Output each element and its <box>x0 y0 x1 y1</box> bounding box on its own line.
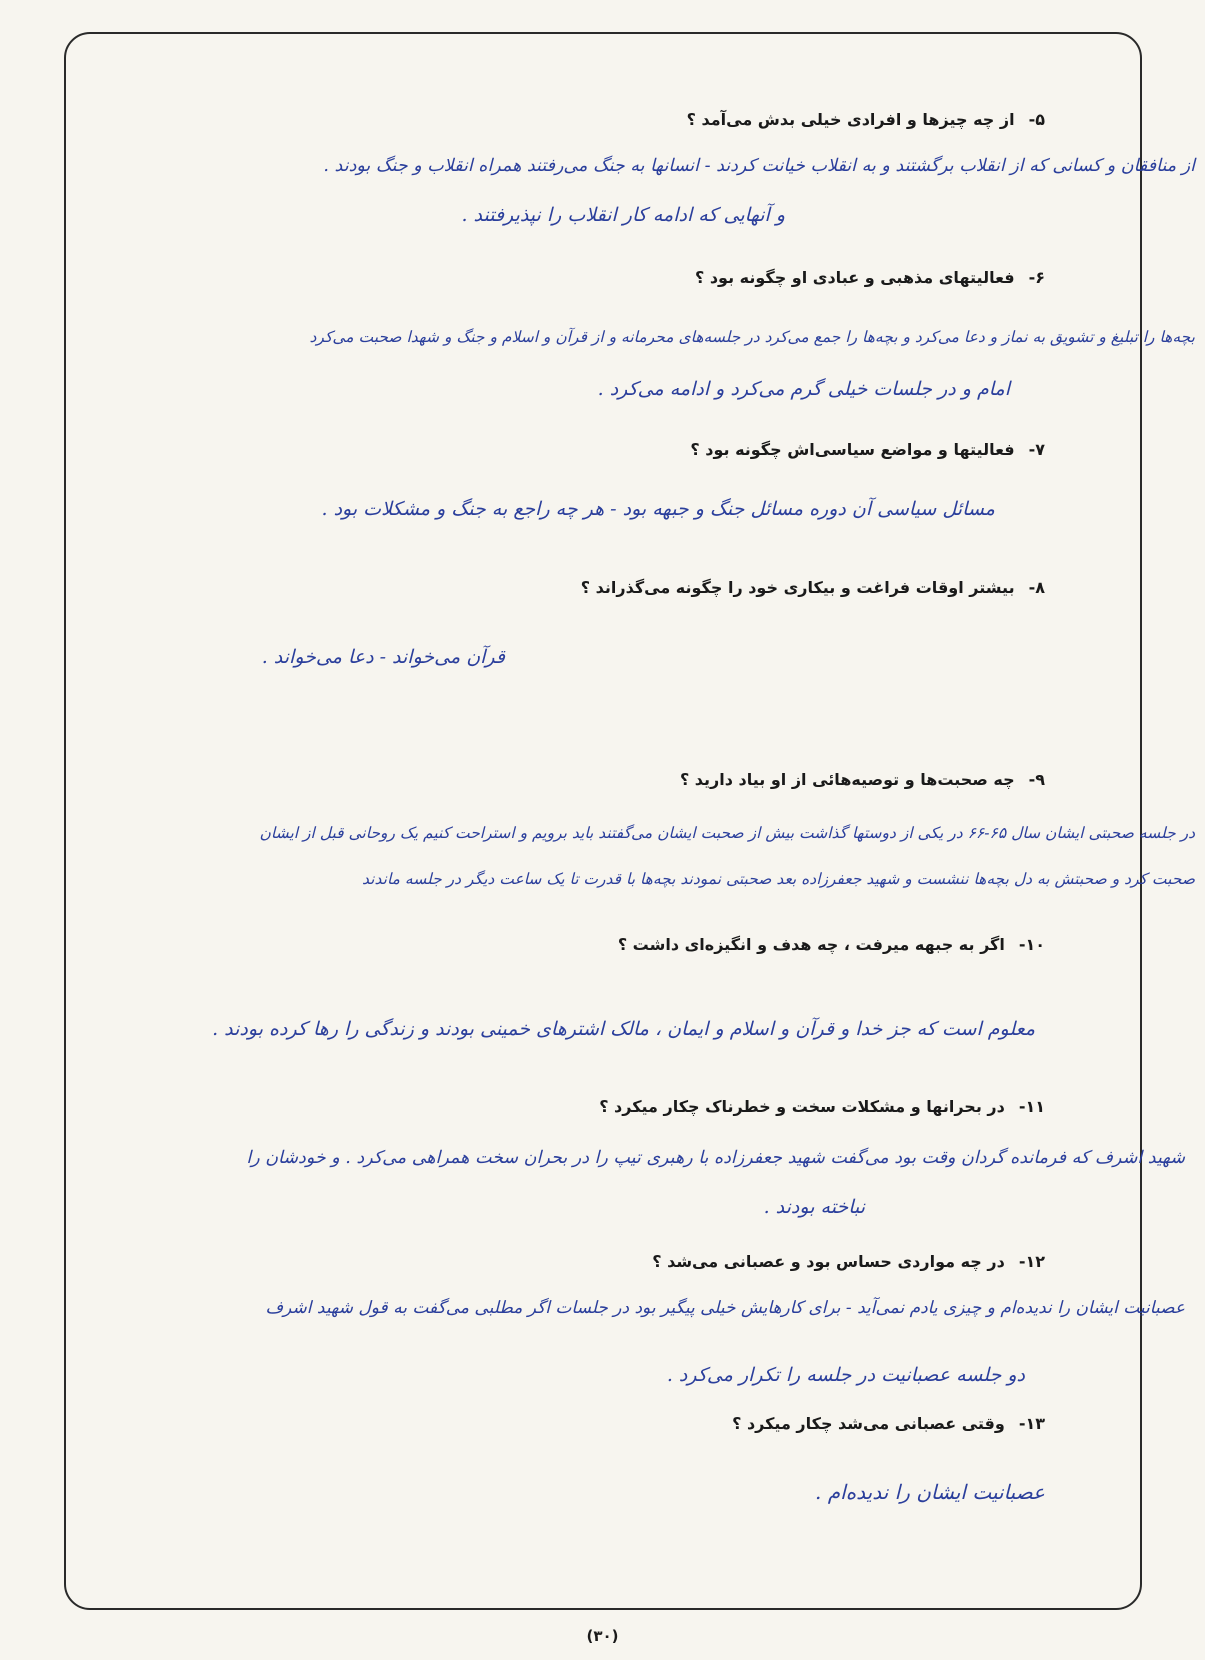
handwritten-answer-line: مسائل سیاسی آن دوره مسائل جنگ و جبهه بود - هر چه راجع به جنگ و مشکلات بود . <box>321 498 995 520</box>
question-text: فعالیتها و مواضع سیاسی‌اش چگونه بود ؟ <box>690 440 1015 459</box>
question-text: از چه چیزها و افرادی خیلی بدش می‌آمد ؟ <box>686 110 1015 129</box>
question-number: ۹- <box>1028 770 1045 789</box>
question-number: ۶- <box>1028 268 1045 287</box>
handwritten-answer-line: قرآن می‌خواند - دعا می‌خواند . <box>261 646 505 668</box>
handwritten-answer-line: دو جلسه عصبانیت در جلسه را تکرار می‌کرد . <box>666 1364 1025 1386</box>
question-9 <box>680 770 1045 789</box>
handwritten-answer-line: و آنهایی که ادامه کار انقلاب را نپذیرفتند . <box>461 204 785 226</box>
question-number: ۵- <box>1028 110 1045 129</box>
handwritten-answer-line: در جلسه صحبتی ایشان سال ۶۵-۶۶ در یکی از دوستها گذاشت بیش از صحبت ایشان می‌گفتند باید برویم و استراحت کنیم یک روحانی قبل از ایشان <box>259 824 1195 842</box>
question-7 <box>690 440 1045 459</box>
question-text: بیشتر اوقات فراغت و بیکاری خود را چگونه می‌گذراند ؟ <box>580 578 1015 597</box>
handwritten-answer-line: عصبانیت ایشان را ندیده‌ام و چیزی یادم نمی‌آید - برای کارهایش خیلی پیگیر بود در جلسات اگر مطلبی می‌گفت به قول شهید اشرف <box>265 1298 1185 1318</box>
question-8 <box>581 578 1045 597</box>
question-6 <box>695 268 1045 287</box>
question-text: اگر به جبهه میرفت ، چه هدف و انگیزه‌ای داشت ؟ <box>617 935 1005 954</box>
question-12 <box>652 1252 1045 1271</box>
question-number: ۷- <box>1028 440 1045 459</box>
question-text: چه صحبت‌ها و توصیه‌هائی از او بیاد دارید ؟ <box>679 770 1015 789</box>
handwritten-answer-line: صحبت کرد و صحبتش به دل بچه‌ها ننشست و شهید جعفرزاده بعد صحبتی نمودند بچه‌ها با قدرت تا یک ساعت دیگر در جلسه ماندند <box>362 870 1195 888</box>
handwritten-answer-line: معلوم است که جز خدا و قرآن و اسلام و ایمان ، مالک اشترهای خمینی بودند و زندگی را رها کرده بودند . <box>212 1018 1035 1040</box>
question-number: ۱۲- <box>1018 1252 1045 1271</box>
question-11 <box>599 1097 1045 1116</box>
question-number: ۱۰- <box>1018 935 1045 954</box>
handwritten-answer-line: امام و در جلسات خیلی گرم می‌کرد و ادامه می‌کرد . <box>597 378 1010 400</box>
question-text: فعالیتهای مذهبی و عبادی او چگونه بود ؟ <box>694 268 1015 287</box>
question-10 <box>618 935 1045 954</box>
handwritten-answer-line: عصبانیت ایشان را ندیده‌ام . <box>815 1480 1045 1504</box>
question-5 <box>687 110 1045 129</box>
handwritten-answer-line: بچه‌ها را تبلیغ و تشویق به نماز و دعا می‌کرد و بچه‌ها را جمع می‌کرد در جلسه‌های محرمانه و از قرآن و اسلام و جنگ و شهدا صحبت می‌کرد <box>309 328 1195 346</box>
handwritten-answer-line: نباخته بودند . <box>763 1196 865 1218</box>
question-text: در چه مواردی حساس بود و عصبانی می‌شد ؟ <box>652 1252 1005 1271</box>
question-number: ۸- <box>1028 578 1045 597</box>
handwritten-answer-line: شهید اشرف که فرمانده گردان وقت بود می‌گفت شهید جعفرزاده با رهبری تیپ را در بحران سخت همراهی می‌کرد . و خودشان را <box>246 1148 1185 1168</box>
page-number: (۳۰) <box>586 1627 619 1645</box>
question-number: ۱۱- <box>1018 1097 1045 1116</box>
question-number: ۱۳- <box>1018 1414 1045 1433</box>
question-text: وقتی عصبانی می‌شد چکار میکرد ؟ <box>732 1414 1005 1433</box>
question-text: در بحرانها و مشکلات سخت و خطرناک چکار میکرد ؟ <box>599 1097 1005 1116</box>
question-13 <box>732 1414 1045 1433</box>
handwritten-answer-line: از منافقان و کسانی که از انقلاب برگشتند و به انقلاب خیانت کردند - انسانها به جنگ می‌رفتند همراه انقلاب و جنگ بودند . <box>323 156 1195 176</box>
